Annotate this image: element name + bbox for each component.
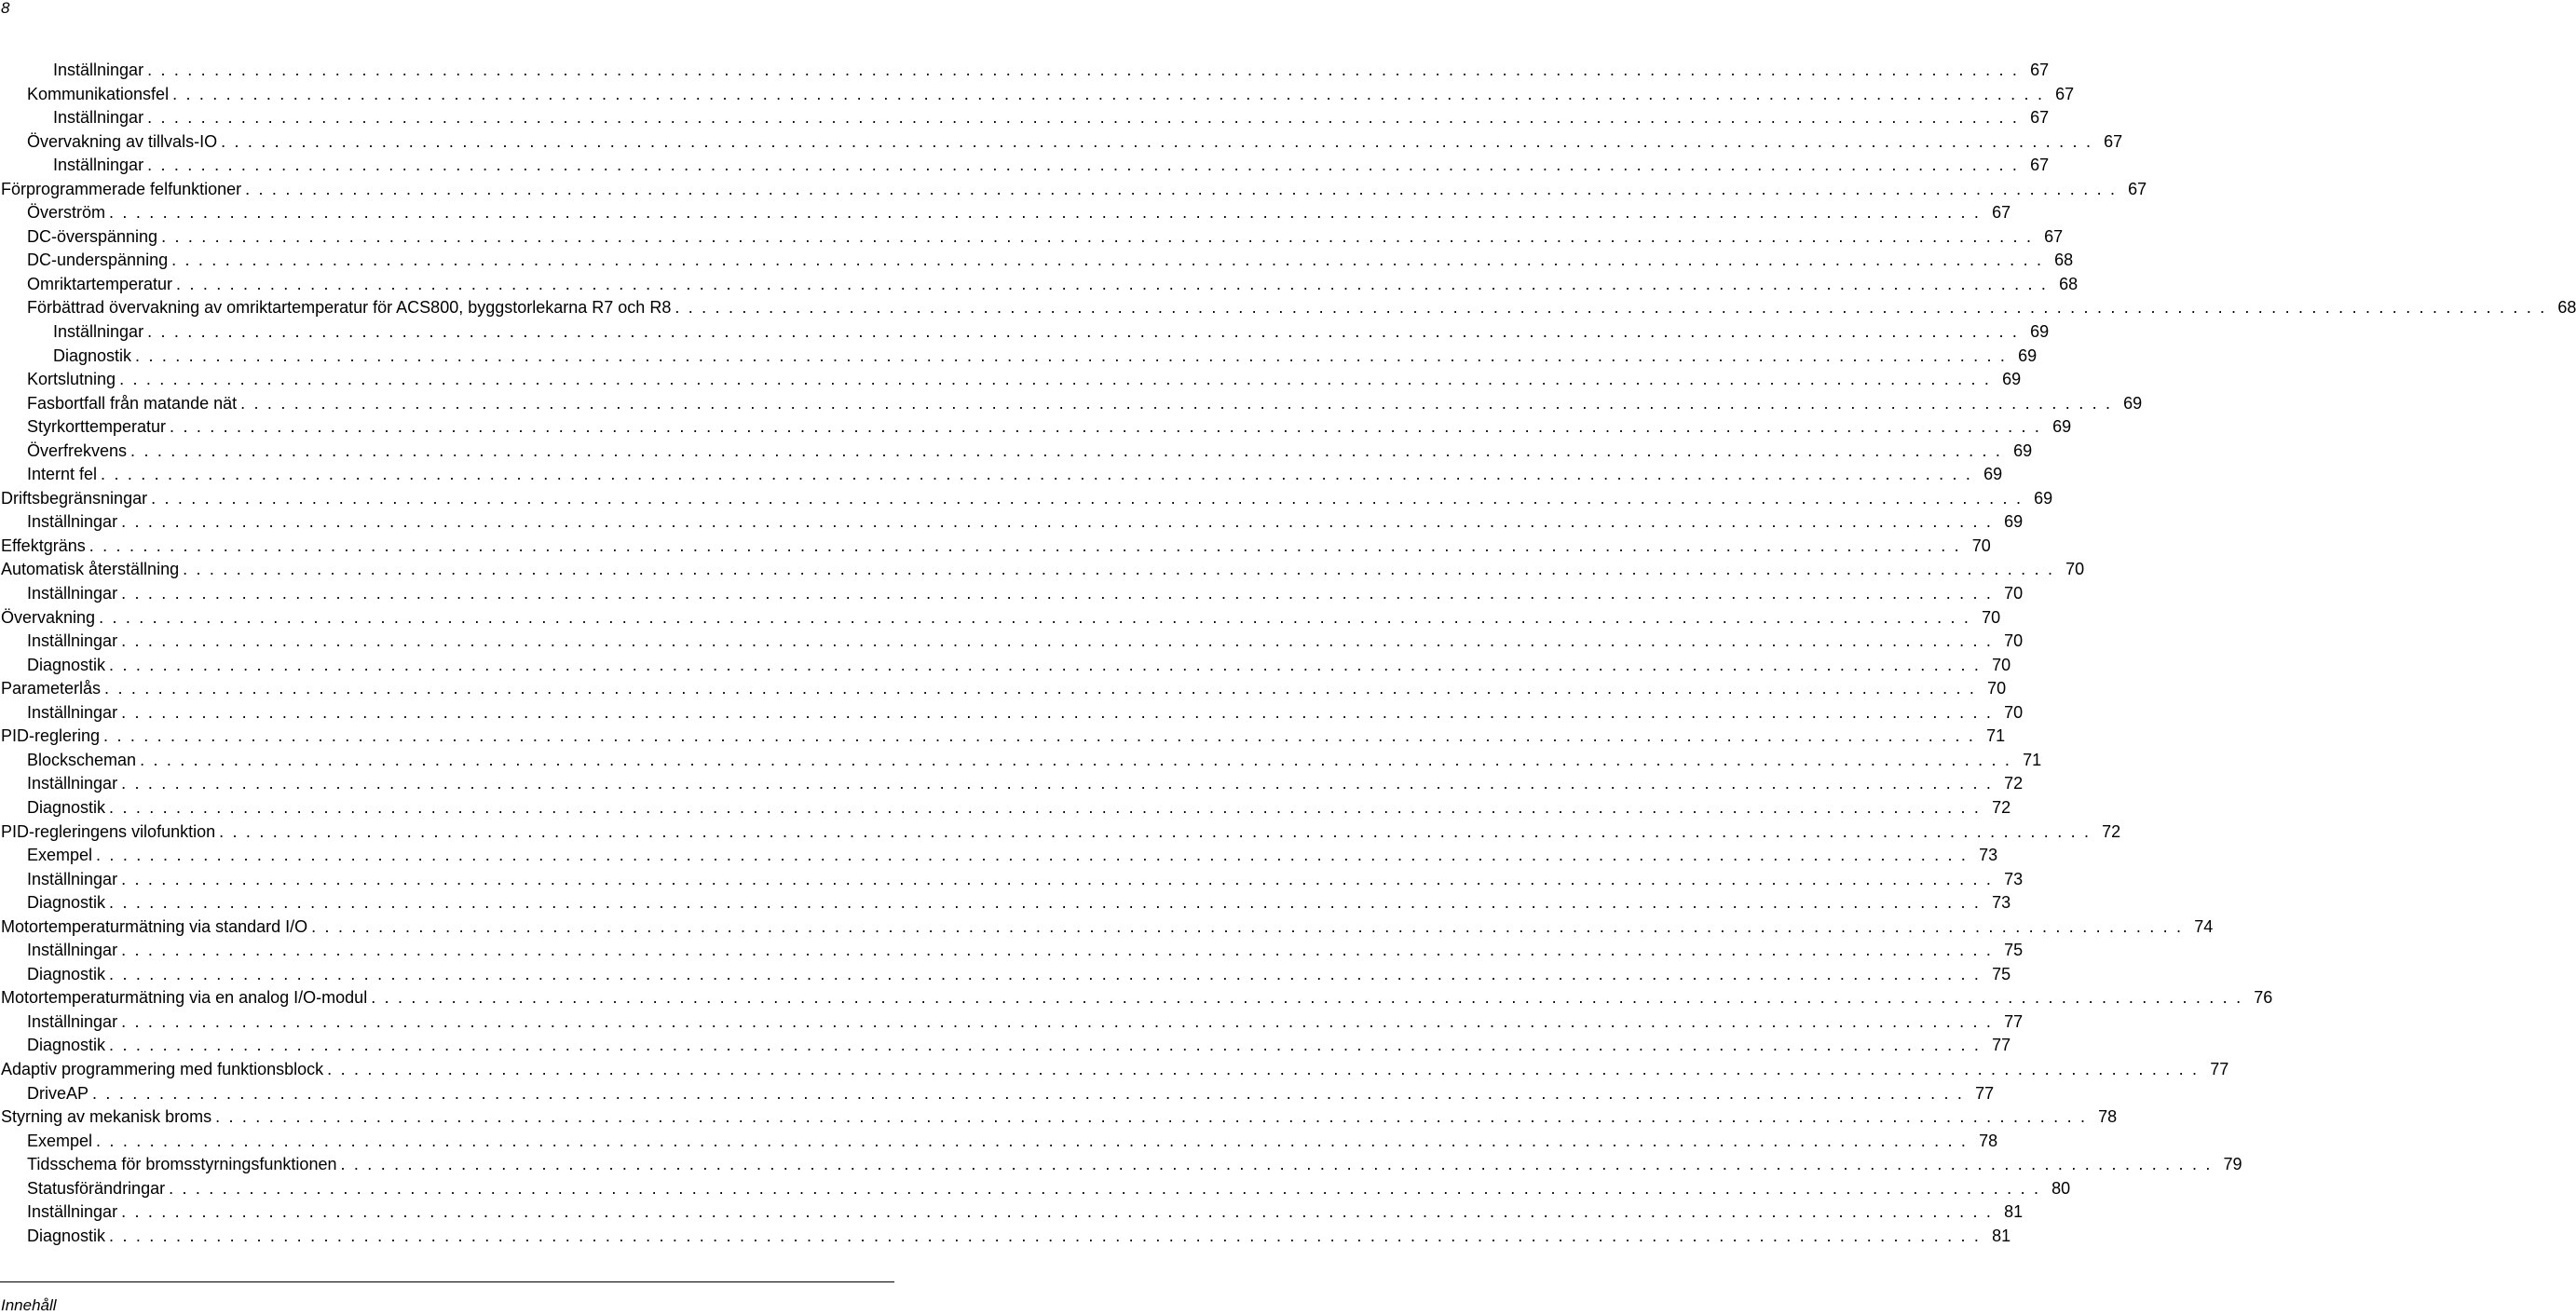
toc-entry[interactable] [0, 487, 2053, 511]
toc-entry-page: 75 [1992, 964, 2011, 983]
toc-dot-leader: . . . . . . . . . . . . . . . . . . . . . . . . . . . . . . . . . . . . . . . . . . . . . . . . . . . . . . . . . . . . . . . . . . . . . . . . . . . . . . . . . . . . . . . . . . . . . . . . . . . . . . . . . . . . . . . . . . . . . . . . . . . . . . . . . . . . . . . . . . . . [121, 512, 1994, 532]
toc-entry-title: Tidsschema för bromsstyrningsfunktionen [27, 1155, 337, 1174]
toc-entry-title: Inställningar [27, 512, 118, 532]
toc-entry-page: 67 [2030, 108, 2050, 128]
toc-dot-leader: . . . . . . . . . . . . . . . . . . . . . . . . . . . . . . . . . . . . . . . . . . . . . . . . . . . . . . . . . . . . . . . . . . . . . . . . . . . . . . . . . . . . . . . . . . . . . . . . . . . . . . . . . . . . . . . . . . . . . . . . . . . . . . . . . . . . . . . . . . . . [240, 393, 2113, 413]
toc-entry[interactable] [0, 106, 2050, 130]
toc-entry-page: 78 [2098, 1107, 2118, 1127]
toc-entry[interactable] [0, 345, 2038, 369]
toc-dot-leader: . . . . . . . . . . . . . . . . . . . . . . . . . . . . . . . . . . . . . . . . . . . . . . . . . . . . . . . . . . . . . . . . . . . . . . . . . . . . . . . . . . . . . . . . . . . . . . . . . . . . . . . . . . . . . . . . . . . . . . . . . . . . . . . . . . . . . . . . . . . . [121, 631, 1994, 651]
toc-entry-page: 67 [2104, 131, 2123, 151]
toc-entry-title: Inställningar [27, 1202, 118, 1222]
toc-entry-title: Diagnostik [27, 655, 106, 674]
toc-dot-leader: . . . . . . . . . . . . . . . . . . . . . . . . . . . . . . . . . . . . . . . . . . . . . . . . . . . . . . . . . . . . . . . . . . . . . . . . . . . . . . . . . . . . . . . . . . . . . . . . . . . . . . . . . . . . . . . . . . . . . . . . . . . . . . . . . . . . . . . . . . . . [109, 655, 1982, 674]
toc-entry[interactable] [0, 510, 2024, 535]
toc-dot-leader: . . . . . . . . . . . . . . . . . . . . . . . . . . . . . . . . . . . . . . . . . . . . . . . . . . . . . . . . . . . . . . . . . . . . . . . . . . . . . . . . . . . . . . . . . . . . . . . . . . . . . . . . . . . . . . . . . . . . . . . . . . . . . . . . . . . . . . . . . . . . [215, 1107, 2088, 1127]
toc-entry-title: Inställningar [53, 61, 144, 79]
toc-entry-title: Exempel [27, 1131, 93, 1150]
toc-dot-leader: . . . . . . . . . . . . . . . . . . . . . . . . . . . . . . . . . . . . . . . . . . . . . . . . . . . . . . . . . . . . . . . . . . . . . . . . . . . . . . . . . . . . . . . . . . . . . . . . . . . . . . . . . . . . . . . . . . . . . . . . . . . . . . . . . . . . . . . . . . . . [135, 346, 2008, 365]
toc-entry-page: 68 [2557, 298, 2576, 318]
toc-entry-title: Diagnostik [27, 1226, 106, 1245]
toc-dot-leader: . . . . . . . . . . . . . . . . . . . . . . . . . . . . . . . . . . . . . . . . . . . . . . . . . . . . . . . . . . . . . . . . . . . . . . . . . . . . . . . . . . . . . . . . . . . . . . . . . . . . . . . . . . . . . . . . . . . . . . . . . . . . . . . . . . . . . . . . . . . . [140, 750, 2012, 769]
toc-entry-title: Diagnostik [53, 346, 132, 365]
toc-entry[interactable] [0, 59, 2050, 83]
toc-entry-page: 69 [2030, 322, 2050, 342]
page-number: 8 [1, 0, 10, 17]
toc-entry-title: Exempel [27, 846, 93, 865]
toc-entry-page: 70 [1982, 607, 2001, 627]
toc-entry-title: Fasbortfall från matande nät [27, 393, 238, 413]
toc-entry-page: 72 [1992, 797, 2011, 817]
toc-dot-leader: . . . . . . . . . . . . . . . . . . . . . . . . . . . . . . . . . . . . . . . . . . . . . . . . . . . . . . . . . . . . . . . . . . . . . . . . . . . . . . . . . . . . . . . . . . . . . . . . . . . . . . . . . . . . . . . . . . . . . . . . . . . . . . . . . . . . . . . . . . . . [96, 846, 1969, 865]
toc-entry-page: 69 [2034, 488, 2053, 508]
toc-entry-title: Inställningar [53, 156, 144, 175]
toc-entry-title: Internt fel [27, 465, 98, 484]
toc-entry-page: 75 [2004, 941, 2024, 960]
toc-entry[interactable] [0, 1105, 2118, 1130]
toc-entry[interactable] [0, 677, 2007, 701]
toc-entry-title: Styrkorttemperatur [27, 417, 167, 437]
toc-dot-leader: . . . . . . . . . . . . . . . . . . . . . . . . . . . . . . . . . . . . . . . . . . . . . . . . . . . . . . . . . . . . . . . . . . . . . . . . . . . . . . . . . . . . . . . . . . . . . . . . . . . . . . . . . . . . . . . . . . . . . . . . . . . . . . . . . . . . . . . . . . . . [101, 465, 1973, 484]
toc-entry-page: 70 [1992, 655, 2011, 674]
toc-dot-leader: . . . . . . . . . . . . . . . . . . . . . . . . . . . . . . . . . . . . . . . . . . . . . . . . . . . . . . . . . . . . . . . . . . . . . . . . . . . . . . . . . . . . . . . . . . . . . . . . . . . . . . . . . . . . . . . . . . . . . . . . . . . . . . . . . . . . . . . . . . . . [121, 941, 1994, 960]
toc-dot-leader: . . . . . . . . . . . . . . . . . . . . . . . . . . . . . . . . . . . . . . . . . . . . . . . . . . . . . . . . . . . . . . . . . . . . . . . . . . . . . . . . . . . . . . . . . . . . . . . . . . . . . . . . . . . . . . . . . . . . . . . . . . . . . . . . . . . . . . . . . . . . [104, 679, 1977, 698]
toc-dot-leader: . . . . . . . . . . . . . . . . . . . . . . . . . . . . . . . . . . . . . . . . . . . . . . . . . . . . . . . . . . . . . . . . . . . . . . . . . . . . . . . . . . . . . . . . . . . . . . . . . . . . . . . . . . . . . . . . . . . . . . . . . . . . . . . . . . . . . . . . . . . . [109, 964, 1982, 983]
toc-dot-leader: . . . . . . . . . . . . . . . . . . . . . . . . . . . . . . . . . . . . . . . . . . . . . . . . . . . . . . . . . . . . . . . . . . . . . . . . . . . . . . . . . . . . . . . . . . . . . . . . . . . . . . . . . . . . . . . . . . . . . . . . . . . . . . . . . . . . . . . . . . . . [147, 156, 2020, 175]
toc-dot-leader: . . . . . . . . . . . . . . . . . . . . . . . . . . . . . . . . . . . . . . . . . . . . . . . . . . . . . . . . . . . . . . . . . . . . . . . . . . . . . . . . . . . . . . . . . . . . . . . . . . . . . . . . . . . . . . . . . . . . . . . . . . . . . . . . . . . . . . . . . . . . [121, 774, 1994, 793]
toc-entry-title: Inställningar [27, 869, 118, 888]
toc-entry-title: Övervakning [1, 607, 96, 627]
toc-dot-leader: . . . . . . . . . . . . . . . . . . . . . . . . . . . . . . . . . . . . . . . . . . . . . . . . . . . . . . . . . . . . . . . . . . . . . . . . . . . . . . . . . . . . . . . . . . . . . . . . . . . . . . . . . . . . . . . . . . . . . . . . . . . . . . . . . . . . . . . . . . . . [121, 1202, 1994, 1222]
toc-entry-page: 69 [1983, 465, 2003, 484]
toc-dot-leader: . . . . . . . . . . . . . . . . . . . . . . . . . . . . . . . . . . . . . . . . . . . . . . . . . . . . . . . . . . . . . . . . . . . . . . . . . . . . . . . . . . . . . . . . . . . . . . . . . . . . . . . . . . . . . . . . . . . . . . . . . . . . . . . . . . . . . . . . . . . . [89, 535, 1961, 555]
toc-dot-leader: . . . . . . . . . . . . . . . . . . . . . . . . . . . . . . . . . . . . . . . . . . . . . . . . . . . . . . . . . . . . . . . . . . . . . . . . . . . . . . . . . . . . . . . . . . . . . . . . . . . . . . . . . . . . . . . . . . . . . . . . . . . . . . . . . . . . . . . . . . . . [327, 1059, 2200, 1078]
toc-entry-title: Inställningar [53, 108, 144, 128]
toc-entry[interactable] [0, 154, 2050, 178]
toc-entry-page: 78 [1979, 1131, 1998, 1150]
toc-entry-title: Kommunikationsfel [27, 84, 170, 103]
toc-entry[interactable] [0, 582, 2024, 606]
toc-entry[interactable] [0, 1130, 1998, 1154]
toc-dot-leader: . . . . . . . . . . . . . . . . . . . . . . . . . . . . . . . . . . . . . . . . . . . . . . . . . . . . . . . . . . . . . . . . . . . . . . . . . . . . . . . . . . . . . . . . . . . . . . . . . . . . . . . . . . . . . . . . . . . . . . . . . . . . . . . . . . . . . . . . . . . . [221, 131, 2093, 151]
toc-entry-page: 72 [2004, 774, 2024, 793]
toc-entry[interactable] [0, 844, 1998, 868]
toc-dot-leader: . . . . . . . . . . . . . . . . . . . . . . . . . . . . . . . . . . . . . . . . . . . . . . . . . . . . . . . . . . . . . . . . . . . . . . . . . . . . . . . . . . . . . . . . . . . . . . . . . . . . . . . . . . . . . . . . . . . . . . . . . . . . . . . . . . . . . . . . . . . . [183, 560, 2055, 579]
toc-entry-title: Diagnostik [27, 893, 106, 913]
toc-entry-page: 70 [2065, 560, 2085, 579]
toc-dot-leader: . . . . . . . . . . . . . . . . . . . . . . . . . . . . . . . . . . . . . . . . . . . . . . . . . . . . . . . . . . . . . . . . . . . . . . . . . . . . . . . . . . . . . . . . . . . . . . . . . . . . . . . . . . . . . . . . . . . . . . . . . . . . . . . . . . . . . . . . . . . . [121, 584, 1994, 603]
toc-entry-page: 69 [2018, 346, 2038, 365]
toc-dot-leader: . . . . . . . . . . . . . . . . . . . . . . . . . . . . . . . . . . . . . . . . . . . . . . . . . . . . . . . . . . . . . . . . . . . . . . . . . . . . . . . . . . . . . . . . . . . . . . . . . . . . . . . . . . . . . . . . . . . . . . . . . . . . . . . . . . . . . . . . . . . . [171, 251, 2044, 270]
toc-entry-title: Omriktartemperatur [27, 274, 173, 293]
toc-entry-page: 80 [2051, 1178, 2071, 1198]
toc-entry-page: 73 [1992, 893, 2011, 913]
toc-entry-title: Driftsbegränsningar [1, 488, 148, 508]
toc-entry-title: Inställningar [27, 631, 118, 651]
toc-entry[interactable] [0, 820, 2121, 845]
toc-entry-title: Blockscheman [27, 750, 137, 769]
toc-dot-leader: . . . . . . . . . . . . . . . . . . . . . . . . . . . . . . . . . . . . . . . . . . . . . . . . . . . . . . . . . . . . . . . . . . . . . . . . . . . . . . . . . . . . . . . . . . . . . . . . . . . . . . . . . . . . . . . . . . . . . . . . . . . . . . . . . . . . . . . . . . . . [151, 488, 2024, 508]
toc-entry[interactable] [0, 249, 2074, 273]
toc-entry[interactable] [0, 1153, 2242, 1177]
toc-entry-page: 69 [2123, 393, 2143, 413]
toc-entry[interactable] [0, 749, 2042, 773]
toc-entry-page: 68 [2054, 251, 2074, 270]
toc-dot-leader: . . . . . . . . . . . . . . . . . . . . . . . . . . . . . . . . . . . . . . . . . . . . . . . . . . . . . . . . . . . . . . . . . . . . . . . . . . . . . . . . . . . . . . . . . . . . . . . . . . . . . . . . . . . . . . . . . . . . . . . . . . . . . . . . . . . . . . . . . . . . [99, 607, 1971, 627]
toc-entry-title: Inställningar [27, 941, 118, 960]
toc-dot-leader: . . . . . . . . . . . . . . . . . . . . . . . . . . . . . . . . . . . . . . . . . . . . . . . . . . . . . . . . . . . . . . . . . . . . . . . . . . . . . . . . . . . . . . . . . . . . . . . . . . . . . . . . . . . . . . . . . . . . . . . . . . . . . . . . . . . . . . . . . . . . [176, 274, 2049, 293]
toc-entry-title: DC-överspänning [27, 226, 158, 246]
toc-entry[interactable] [0, 368, 2022, 392]
toc-entry-page: 74 [2194, 916, 2214, 936]
toc-entry[interactable] [0, 178, 2147, 202]
toc-dot-leader: . . . . . . . . . . . . . . . . . . . . . . . . . . . . . . . . . . . . . . . . . . . . . . . . . . . . . . . . . . . . . . . . . . . . . . . . . . . . . . . . . . . . . . . . . . . . . . . . . . . . . . . . . . . . . . . . . . . . . . . . . . . . . . . . . . . . . . . . . . . . [96, 1131, 1969, 1150]
table-of-contents [0, 59, 2576, 1248]
toc-entry-page: 69 [2013, 441, 2033, 460]
toc-dot-leader: . . . . . . . . . . . . . . . . . . . . . . . . . . . . . . . . . . . . . . . . . . . . . . . . . . . . . . . . . . . . . . . . . . . . . . . . . . . . . . . . . . . . . . . . . . . . . . . . . . . . . . . . . . . . . . . . . . . . . . . . . . . . . . . . . . . . . . . . . . . . [170, 417, 2042, 437]
toc-entry-page: 69 [2004, 512, 2024, 532]
toc-entry[interactable] [0, 891, 2011, 915]
toc-entry[interactable] [0, 606, 2001, 630]
toc-entry[interactable] [0, 415, 2072, 440]
toc-entry-title: Inställningar [27, 774, 118, 793]
toc-entry-title: Överström [27, 203, 106, 223]
toc-dot-leader: . . . . . . . . . . . . . . . . . . . . . . . . . . . . . . . . . . . . . . . . . . . . . . . . . . . . . . . . . . . . . . . . . . . . . . . . . . . . . . . . . . . . . . . . . . . . . . . . . . . . . . . . . . . . . . . . . . . . . . . . . . . . . . . . . . . . . . . . . . . . [172, 84, 2045, 103]
toc-entry[interactable] [0, 463, 2003, 487]
toc-entry-title: Kortslutning [27, 370, 116, 389]
toc-entry[interactable] [0, 440, 2033, 464]
toc-entry-page: 71 [1986, 726, 2006, 746]
toc-entry-page: 70 [2004, 631, 2024, 651]
toc-entry-title: Adaptiv programmering med funktionsblock [1, 1059, 324, 1078]
toc-entry-page: 67 [2055, 84, 2075, 103]
toc-entry-page: 77 [2210, 1059, 2229, 1078]
toc-entry-page: 76 [2254, 988, 2273, 1008]
toc-dot-leader: . . . . . . . . . . . . . . . . . . . . . . . . . . . . . . . . . . . . . . . . . . . . . . . . . . . . . . . . . . . . . . . . . . . . . . . . . . . . . . . . . . . . . . . . . . . . . . . . . . . . . . . . . . . . . . . . . . . . . . . . . . . . . . . . . . . . . . . . . . . . [147, 108, 2020, 128]
footer-section-label: Innehåll [1, 1296, 57, 1314]
toc-entry[interactable] [0, 868, 2024, 892]
toc-dot-leader: . . . . . . . . . . . . . . . . . . . . . . . . . . . . . . . . . . . . . . . . . . . . . . . . . . . . . . . . . . . . . . . . . . . . . . . . . . . . . . . . . . . . . . . . . . . . . . . . . . . . . . . . . . . . . . . . . . . . . . . . . . . . . . . . . . . . . . . . . . . . [675, 298, 2547, 318]
toc-entry-page: 67 [2128, 179, 2147, 198]
toc-dot-leader: . . . . . . . . . . . . . . . . . . . . . . . . . . . . . . . . . . . . . . . . . . . . . . . . . . . . . . . . . . . . . . . . . . . . . . . . . . . . . . . . . . . . . . . . . . . . . . . . . . . . . . . . . . . . . . . . . . . . . . . . . . . . . . . . . . . . . . . . . . . . [109, 893, 1982, 913]
toc-entry-title: Inställningar [27, 584, 118, 603]
toc-dot-leader: . . . . . . . . . . . . . . . . . . . . . . . . . . . . . . . . . . . . . . . . . . . . . . . . . . . . . . . . . . . . . . . . . . . . . . . . . . . . . . . . . . . . . . . . . . . . . . . . . . . . . . . . . . . . . . . . . . . . . . . . . . . . . . . . . . . . . . . . . . . . [109, 1226, 1982, 1245]
toc-entry[interactable] [0, 915, 2214, 940]
toc-entry-page: 77 [2004, 1011, 2024, 1031]
toc-dot-leader: . . . . . . . . . . . . . . . . . . . . . . . . . . . . . . . . . . . . . . . . . . . . . . . . . . . . . . . . . . . . . . . . . . . . . . . . . . . . . . . . . . . . . . . . . . . . . . . . . . . . . . . . . . . . . . . . . . . . . . . . . . . . . . . . . . . . . . . . . . . . [121, 702, 1994, 722]
toc-entry-title: Effektgräns [1, 535, 86, 555]
toc-entry-title: Diagnostik [27, 964, 106, 983]
toc-dot-leader: . . . . . . . . . . . . . . . . . . . . . . . . . . . . . . . . . . . . . . . . . . . . . . . . . . . . . . . . . . . . . . . . . . . . . . . . . . . . . . . . . . . . . . . . . . . . . . . . . . . . . . . . . . . . . . . . . . . . . . . . . . . . . . . . . . . . . . . . . . . . [109, 203, 1982, 223]
toc-entry[interactable] [0, 963, 2011, 987]
toc-entry-title: Inställningar [27, 702, 118, 722]
toc-entry-page: 81 [1992, 1226, 2011, 1245]
toc-entry[interactable] [0, 1225, 2011, 1249]
toc-entry-title: Parameterlås [1, 679, 102, 698]
toc-entry-page: 81 [2004, 1202, 2024, 1222]
toc-entry[interactable] [0, 701, 2024, 725]
toc-dot-leader: . . . . . . . . . . . . . . . . . . . . . . . . . . . . . . . . . . . . . . . . . . . . . . . . . . . . . . . . . . . . . . . . . . . . . . . . . . . . . . . . . . . . . . . . . . . . . . . . . . . . . . . . . . . . . . . . . . . . . . . . . . . . . . . . . . . . . . . . . . . . [147, 61, 2020, 79]
toc-entry-page: 71 [2023, 750, 2042, 769]
toc-entry-title: DC-underspänning [27, 251, 169, 270]
toc-entry-page: 67 [1992, 203, 2011, 223]
toc-entry[interactable] [0, 1010, 2024, 1035]
toc-entry-page: 73 [1979, 846, 1998, 865]
toc-entry-title: Statusförändringar [27, 1178, 166, 1198]
toc-entry-page: 77 [1992, 1036, 2011, 1055]
toc-dot-leader: . . . . . . . . . . . . . . . . . . . . . . . . . . . . . . . . . . . . . . . . . . . . . . . . . . . . . . . . . . . . . . . . . . . . . . . . . . . . . . . . . . . . . . . . . . . . . . . . . . . . . . . . . . . . . . . . . . . . . . . . . . . . . . . . . . . . . . . . . . . . [130, 441, 2003, 460]
toc-entry-page: 73 [2004, 869, 2024, 888]
toc-entry-page: 79 [2223, 1155, 2242, 1174]
footer-divider [0, 1281, 894, 1282]
toc-entry-title: Diagnostik [27, 797, 106, 817]
toc-entry-title: Motortemperaturmätning via standard I/O [1, 916, 308, 936]
toc-entry[interactable] [0, 201, 2011, 225]
toc-entry-title: Styrning av mekanisk broms [1, 1107, 212, 1127]
toc-entry[interactable] [0, 83, 2075, 107]
toc-entry-title: Inställningar [27, 1011, 118, 1031]
toc-entry[interactable] [0, 273, 2079, 297]
toc-dot-leader: . . . . . . . . . . . . . . . . . . . . . . . . . . . . . . . . . . . . . . . . . . . . . . . . . . . . . . . . . . . . . . . . . . . . . . . . . . . . . . . . . . . . . . . . . . . . . . . . . . . . . . . . . . . . . . . . . . . . . . . . . . . . . . . . . . . . . . . . . . . . [371, 988, 2243, 1008]
toc-entry[interactable] [0, 939, 2024, 963]
toc-entry[interactable] [0, 320, 2050, 345]
toc-entry[interactable] [0, 772, 2024, 796]
toc-entry[interactable] [0, 654, 2011, 678]
toc-dot-leader: . . . . . . . . . . . . . . . . . . . . . . . . . . . . . . . . . . . . . . . . . . . . . . . . . . . . . . . . . . . . . . . . . . . . . . . . . . . . . . . . . . . . . . . . . . . . . . . . . . . . . . . . . . . . . . . . . . . . . . . . . . . . . . . . . . . . . . . . . . . . [311, 916, 2184, 936]
toc-entry[interactable] [0, 1177, 2071, 1201]
toc-dot-leader: . . . . . . . . . . . . . . . . . . . . . . . . . . . . . . . . . . . . . . . . . . . . . . . . . . . . . . . . . . . . . . . . . . . . . . . . . . . . . . . . . . . . . . . . . . . . . . . . . . . . . . . . . . . . . . . . . . . . . . . . . . . . . . . . . . . . . . . . . . . . [169, 1178, 2041, 1198]
toc-dot-leader: . . . . . . . . . . . . . . . . . . . . . . . . . . . . . . . . . . . . . . . . . . . . . . . . . . . . . . . . . . . . . . . . . . . . . . . . . . . . . . . . . . . . . . . . . . . . . . . . . . . . . . . . . . . . . . . . . . . . . . . . . . . . . . . . . . . . . . . . . . . . [121, 869, 1994, 888]
toc-entry-title: Övervakning av tillvals-IO [27, 131, 218, 151]
toc-dot-leader: . . . . . . . . . . . . . . . . . . . . . . . . . . . . . . . . . . . . . . . . . . . . . . . . . . . . . . . . . . . . . . . . . . . . . . . . . . . . . . . . . . . . . . . . . . . . . . . . . . . . . . . . . . . . . . . . . . . . . . . . . . . . . . . . . . . . . . . . . . . . [109, 797, 1982, 817]
toc-entry-title: Förbättrad övervakning av omriktartemperatur för ACS800, byggstorlekarna R7 och R8 [27, 298, 672, 318]
toc-entry[interactable] [0, 986, 2273, 1010]
toc-entry[interactable] [0, 558, 2085, 582]
toc-dot-leader: . . . . . . . . . . . . . . . . . . . . . . . . . . . . . . . . . . . . . . . . . . . . . . . . . . . . . . . . . . . . . . . . . . . . . . . . . . . . . . . . . . . . . . . . . . . . . . . . . . . . . . . . . . . . . . . . . . . . . . . . . . . . . . . . . . . . . . . . . . . . [92, 1083, 1965, 1103]
toc-entry-page: 77 [1975, 1083, 1995, 1103]
toc-entry[interactable] [0, 1200, 2024, 1225]
toc-entry-page: 69 [2002, 370, 2022, 389]
toc-entry[interactable] [0, 535, 1991, 559]
toc-entry[interactable] [0, 1082, 1995, 1106]
toc-entry-page: 72 [2102, 821, 2121, 841]
toc-entry[interactable] [0, 1034, 2011, 1058]
toc-entry-page: 69 [2052, 417, 2072, 437]
toc-entry-title: Diagnostik [27, 1036, 106, 1055]
toc-entry-page: 67 [2030, 61, 2050, 79]
toc-entry[interactable] [0, 392, 2143, 416]
toc-entry-page: 70 [2004, 702, 2024, 722]
toc-entry[interactable] [0, 130, 2123, 155]
toc-entry-title: Automatisk återställning [1, 560, 180, 579]
toc-entry-title: Förprogrammerade felfunktioner [1, 179, 242, 198]
toc-entry-page: 70 [1971, 535, 1991, 555]
toc-entry-title: DriveAP [27, 1083, 89, 1103]
toc-entry-page: 70 [2004, 584, 2024, 603]
toc-dot-leader: . . . . . . . . . . . . . . . . . . . . . . . . . . . . . . . . . . . . . . . . . . . . . . . . . . . . . . . . . . . . . . . . . . . . . . . . . . . . . . . . . . . . . . . . . . . . . . . . . . . . . . . . . . . . . . . . . . . . . . . . . . . . . . . . . . . . . . . . . . . . [245, 179, 2118, 198]
toc-entry[interactable] [0, 1058, 2229, 1082]
toc-entry-page: 70 [1987, 679, 2007, 698]
toc-entry[interactable] [0, 796, 2011, 820]
toc-entry-page: 68 [2059, 274, 2079, 293]
toc-dot-leader: . . . . . . . . . . . . . . . . . . . . . . . . . . . . . . . . . . . . . . . . . . . . . . . . . . . . . . . . . . . . . . . . . . . . . . . . . . . . . . . . . . . . . . . . . . . . . . . . . . . . . . . . . . . . . . . . . . . . . . . . . . . . . . . . . . . . . . . . . . . . [340, 1155, 2213, 1174]
toc-entry[interactable] [0, 630, 2024, 654]
toc-dot-leader: . . . . . . . . . . . . . . . . . . . . . . . . . . . . . . . . . . . . . . . . . . . . . . . . . . . . . . . . . . . . . . . . . . . . . . . . . . . . . . . . . . . . . . . . . . . . . . . . . . . . . . . . . . . . . . . . . . . . . . . . . . . . . . . . . . . . . . . . . . . . [121, 1011, 1994, 1031]
toc-dot-leader: . . . . . . . . . . . . . . . . . . . . . . . . . . . . . . . . . . . . . . . . . . . . . . . . . . . . . . . . . . . . . . . . . . . . . . . . . . . . . . . . . . . . . . . . . . . . . . . . . . . . . . . . . . . . . . . . . . . . . . . . . . . . . . . . . . . . . . . . . . . . [119, 370, 1992, 389]
toc-entry-title: Motortemperaturmätning via en analog I/O-modul [1, 988, 368, 1008]
toc-entry[interactable] [0, 225, 2064, 250]
toc-dot-leader: . . . . . . . . . . . . . . . . . . . . . . . . . . . . . . . . . . . . . . . . . . . . . . . . . . . . . . . . . . . . . . . . . . . . . . . . . . . . . . . . . . . . . . . . . . . . . . . . . . . . . . . . . . . . . . . . . . . . . . . . . . . . . . . . . . . . . . . . . . . . [109, 1036, 1982, 1055]
toc-dot-leader: . . . . . . . . . . . . . . . . . . . . . . . . . . . . . . . . . . . . . . . . . . . . . . . . . . . . . . . . . . . . . . . . . . . . . . . . . . . . . . . . . . . . . . . . . . . . . . . . . . . . . . . . . . . . . . . . . . . . . . . . . . . . . . . . . . . . . . . . . . . . [147, 322, 2020, 342]
toc-dot-leader: . . . . . . . . . . . . . . . . . . . . . . . . . . . . . . . . . . . . . . . . . . . . . . . . . . . . . . . . . . . . . . . . . . . . . . . . . . . . . . . . . . . . . . . . . . . . . . . . . . . . . . . . . . . . . . . . . . . . . . . . . . . . . . . . . . . . . . . . . . . . [219, 821, 2092, 841]
toc-dot-leader: . . . . . . . . . . . . . . . . . . . . . . . . . . . . . . . . . . . . . . . . . . . . . . . . . . . . . . . . . . . . . . . . . . . . . . . . . . . . . . . . . . . . . . . . . . . . . . . . . . . . . . . . . . . . . . . . . . . . . . . . . . . . . . . . . . . . . . . . . . . . [103, 726, 1976, 746]
toc-entry-title: Inställningar [53, 322, 144, 342]
toc-entry-title: Överfrekvens [27, 441, 128, 460]
toc-entry[interactable] [0, 296, 2576, 320]
toc-entry-page: 67 [2030, 156, 2050, 175]
toc-entry-title: PID-regleringens vilofunktion [1, 821, 216, 841]
toc-dot-leader: . . . . . . . . . . . . . . . . . . . . . . . . . . . . . . . . . . . . . . . . . . . . . . . . . . . . . . . . . . . . . . . . . . . . . . . . . . . . . . . . . . . . . . . . . . . . . . . . . . . . . . . . . . . . . . . . . . . . . . . . . . . . . . . . . . . . . . . . . . . . [161, 226, 2034, 246]
toc-entry[interactable] [0, 725, 2006, 749]
toc-entry-page: 67 [2044, 226, 2064, 246]
toc-entry-title: PID-reglering [1, 726, 101, 746]
